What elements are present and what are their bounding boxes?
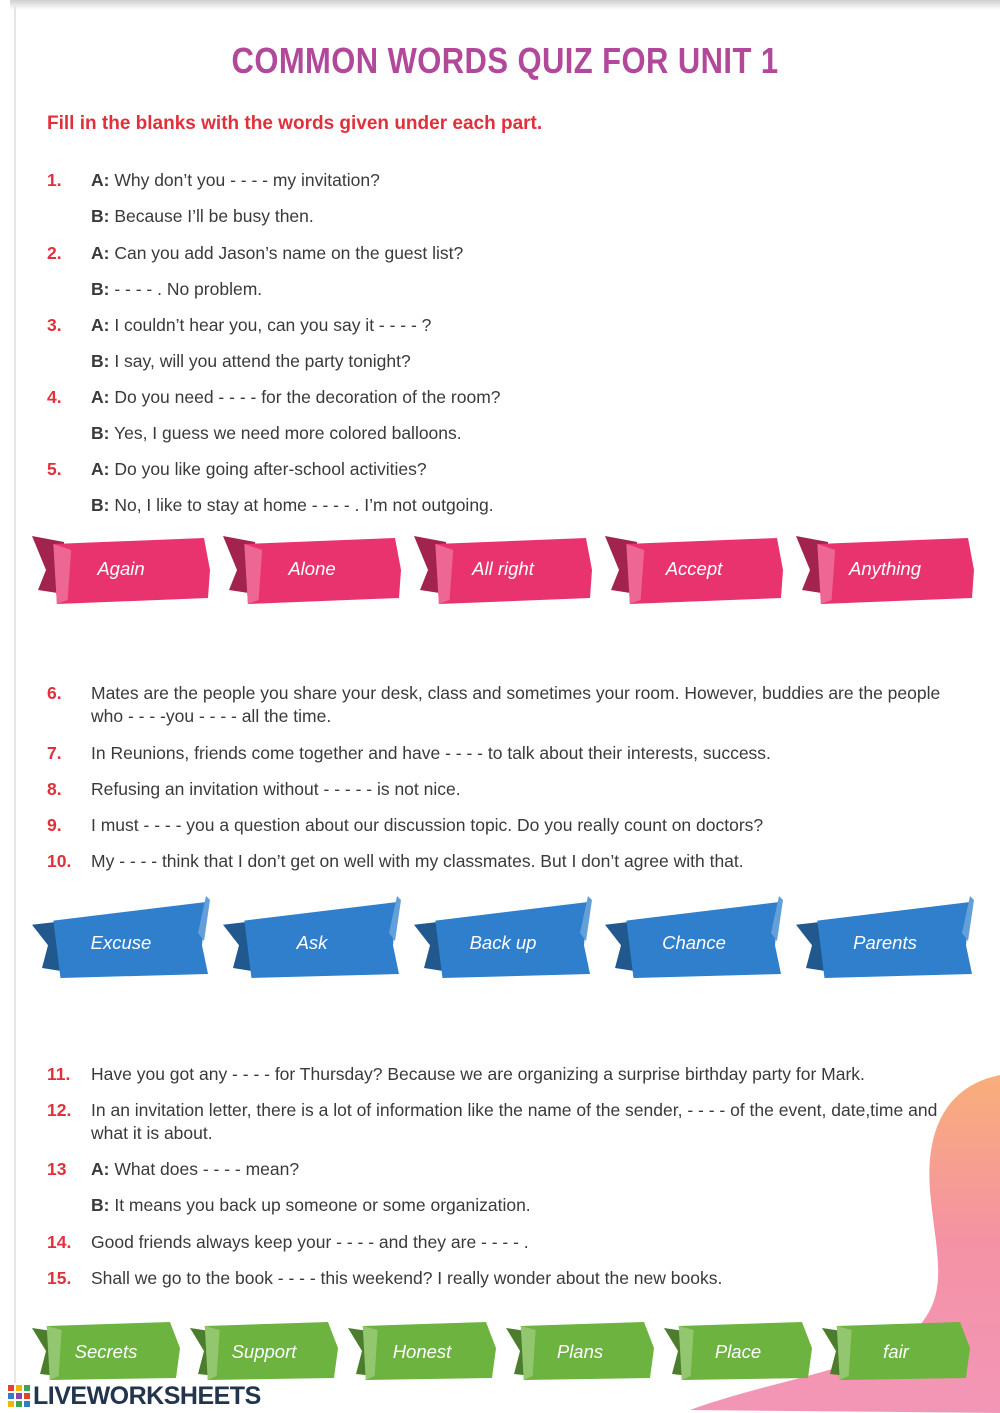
dialogue-text: Do you like going after-school activities? <box>109 459 427 479</box>
speaker-label: B: <box>91 279 110 299</box>
question-text: I must - - - - you a question about our discussion topic. Do you really count on doctors? <box>91 815 764 835</box>
dialogue-text: I couldn’t hear you, can you say it - - - - ? <box>109 315 432 335</box>
dialogue-text: Because I’ll be busy then. <box>109 206 314 226</box>
word-ribbon <box>605 896 783 978</box>
speaker-label: B: <box>91 206 110 226</box>
speaker-label: A: <box>91 387 110 407</box>
dialogue-text: Can you add Jason’s name on the guest list? <box>109 243 464 263</box>
word-label: Alone <box>288 558 336 579</box>
liveworksheets-logo <box>8 1381 261 1410</box>
word-ribbon <box>223 536 401 604</box>
question-number: 11. <box>47 1064 71 1084</box>
page-title: COMMON WORDS QUIZ FOR UNIT 1 <box>231 40 779 81</box>
speaker-label: A: <box>91 1159 110 1179</box>
speaker-label: A: <box>91 459 110 479</box>
word-label: Accept <box>665 558 723 579</box>
dialogue-text: Why don’t you - - - - my invitation? <box>109 170 380 190</box>
speaker-label: A: <box>91 315 110 335</box>
question-number: 8. <box>47 779 62 799</box>
question-text: Have you got any - - - - for Thursday? Because we are organizing a surprise birthday party for Mark. <box>91 1064 865 1084</box>
speaker-label: A: <box>91 170 110 190</box>
word-ribbon <box>348 1322 496 1380</box>
word-label: Anything <box>849 558 921 579</box>
question-text: Good friends always keep your - - - - and they are - - - - . <box>91 1232 529 1252</box>
word-label: Parents <box>853 932 917 953</box>
word-ribbon <box>664 1322 812 1380</box>
dialogue-text: Yes, I guess we need more colored balloons. <box>109 423 462 443</box>
instruction-text: Fill in the blanks with the words given under each part. <box>47 113 543 134</box>
question-number: 7. <box>47 743 62 763</box>
question-number: 12. <box>47 1100 72 1120</box>
word-ribbon <box>796 896 974 978</box>
page-top-shadow <box>10 0 1000 10</box>
word-label: Honest <box>392 1341 452 1362</box>
word-ribbon <box>414 536 592 604</box>
question-number: 10. <box>47 851 72 871</box>
word-ribbon <box>32 1322 180 1380</box>
page-left-edge <box>14 6 16 1383</box>
question-number: 13 <box>47 1159 67 1179</box>
speaker-label: B: <box>91 1195 110 1215</box>
question-number: 4. <box>47 387 62 407</box>
speaker-label: A: <box>91 243 110 263</box>
question-text: My - - - - think that I don’t get on well with my classmates. But I don’t agree with that. <box>91 851 744 871</box>
question-number: 2. <box>47 243 62 263</box>
word-label: All right <box>472 558 534 579</box>
speaker-label: B: <box>91 495 110 515</box>
question-text: In Reunions, friends come together and have - - - - to talk about their interests, success. <box>91 743 771 763</box>
question-number: 6. <box>47 683 62 703</box>
word-label: Secrets <box>74 1341 138 1362</box>
dialogue-text: What does - - - - mean? <box>109 1159 300 1179</box>
word-label: Place <box>714 1341 762 1362</box>
question-text: Shall we go to the book - - - - this weekend? I really wonder about the new books. <box>91 1268 723 1288</box>
question-number: 3. <box>47 315 62 335</box>
word-ribbon <box>223 896 401 978</box>
word-ribbon <box>32 896 210 978</box>
word-label: fair <box>883 1341 909 1362</box>
word-ribbon <box>190 1322 338 1380</box>
dialogue-text: I say, will you attend the party tonight? <box>109 351 411 371</box>
question-number: 9. <box>47 815 62 835</box>
word-label: Back up <box>469 932 537 953</box>
dialogue-text: It means you back up someone or some organization. <box>109 1195 531 1215</box>
word-ribbon <box>506 1322 654 1380</box>
speaker-label: B: <box>91 423 110 443</box>
word-ribbon <box>796 536 974 604</box>
question-text: Refusing an invitation without - - - - - is not nice. <box>91 779 461 799</box>
word-label: Chance <box>662 932 726 953</box>
question-text: In an invitation letter, there is a lot of information like the name of the sender, - - - - of the event, date,time and what it is about. <box>91 1100 938 1143</box>
word-ribbon <box>414 896 592 978</box>
word-ribbon <box>605 536 783 604</box>
colorful-squares-icon <box>8 1385 30 1407</box>
question-number: 1. <box>47 170 62 190</box>
logo-text: LIVEWORKSHEETS <box>33 1381 261 1410</box>
word-label: Ask <box>296 932 328 953</box>
question-number: 15. <box>47 1268 72 1288</box>
word-label: Again <box>97 558 145 579</box>
dialogue-text: Do you need - - - - for the decoration of the room? <box>109 387 501 407</box>
dialogue-text: No, I like to stay at home - - - - . I’m not outgoing. <box>109 495 494 515</box>
word-ribbon <box>822 1322 970 1380</box>
word-label: Plans <box>556 1341 604 1362</box>
question-text: Mates are the people you share your desk, class and sometimes your room. However, buddies are the people who - - - -you - - - - all the time. <box>91 683 941 726</box>
question-number: 5. <box>47 459 62 479</box>
speaker-label: B: <box>91 351 110 371</box>
word-label: Excuse <box>90 932 152 953</box>
dialogue-text: - - - - . No problem. <box>109 279 263 299</box>
word-ribbon <box>32 536 210 604</box>
word-label: Support <box>231 1341 297 1362</box>
question-number: 14. <box>47 1232 72 1252</box>
